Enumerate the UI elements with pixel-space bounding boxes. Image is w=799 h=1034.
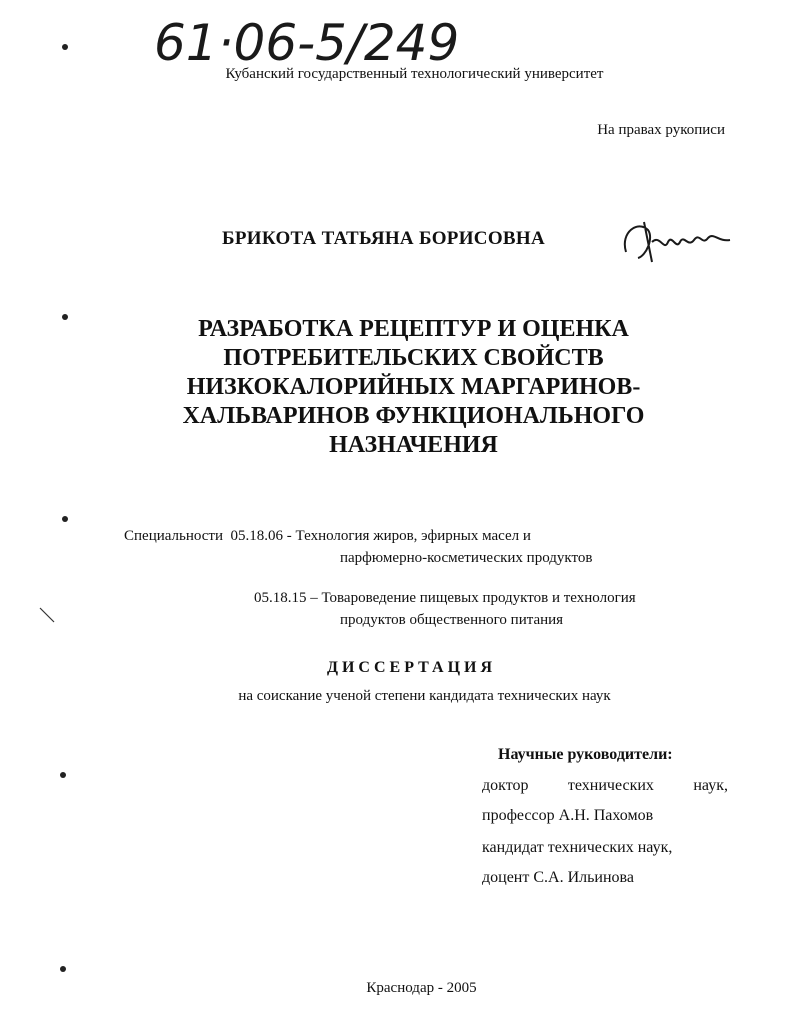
handwritten-archive-code [150,8,490,70]
supervisor-line: профессор А.Н. Пахомов [482,807,654,824]
scan-mark [62,516,68,522]
author-name: БРИКОТА ТАТЬЯНА БОРИСОВНА [222,228,545,249]
supervisor-line: доцент С.А. Ильинова [482,869,634,886]
specialty-2-cont: продуктов общественного питания [340,612,564,628]
dissertation-title [0,315,799,460]
degree-line: на соискание ученой степени кандидата технических наук [238,688,611,704]
manuscript-rights: На правах рукописи [597,122,725,138]
supervisor-word: наук, [693,777,728,794]
city-year: Краснодар - 2005 [366,980,477,996]
specialty-code: 05.18.15 [254,590,307,606]
author-signature [618,212,738,270]
title-line: ХАЛЬВАРИНОВ ФУНКЦИОНАЛЬНОГО [182,403,645,429]
scan-mark [60,966,66,972]
specialty-name: Технология жиров, эфирных масел и [295,528,531,544]
handwritten-code-text: 61·06-5/249 [154,14,460,70]
scan-mark [62,314,68,320]
scan-mark [62,44,68,50]
specialty-name: Товароведение пищевых продуктов и технология [321,590,636,606]
scan-mark [38,606,58,626]
specialty-dash: – [310,590,318,606]
scan-mark [60,772,66,778]
specialty-1 [124,528,531,545]
title-line: НАЗНАЧЕНИЯ [329,432,498,458]
supervisors-heading: Научные руководители: [498,746,673,763]
university-name: Кубанский государственный технологический университет [225,66,604,82]
supervisor-line [482,777,728,795]
specialty-dash: - [286,528,292,544]
specialty-code: 05.18.06 [230,528,284,544]
specialty-1-cont: парфюмерно-косметических продуктов [340,550,593,566]
document-type: ДИССЕРТАЦИЯ [326,659,497,676]
supervisor-word: доктор [482,777,529,794]
specialty-2 [254,590,636,607]
supervisor-word: технических [567,777,654,794]
specialties-label: Специальности [124,528,224,544]
supervisor-line: кандидат технических наук, [482,839,673,856]
title-line: РАЗРАБОТКА РЕЦЕПТУР И ОЦЕНКА [198,316,629,342]
title-line: НИЗКОКАЛОРИЙНЫХ МАРГАРИНОВ- [186,374,641,400]
title-line: ПОТРЕБИТЕЛЬСКИХ СВОЙСТВ [223,345,604,371]
